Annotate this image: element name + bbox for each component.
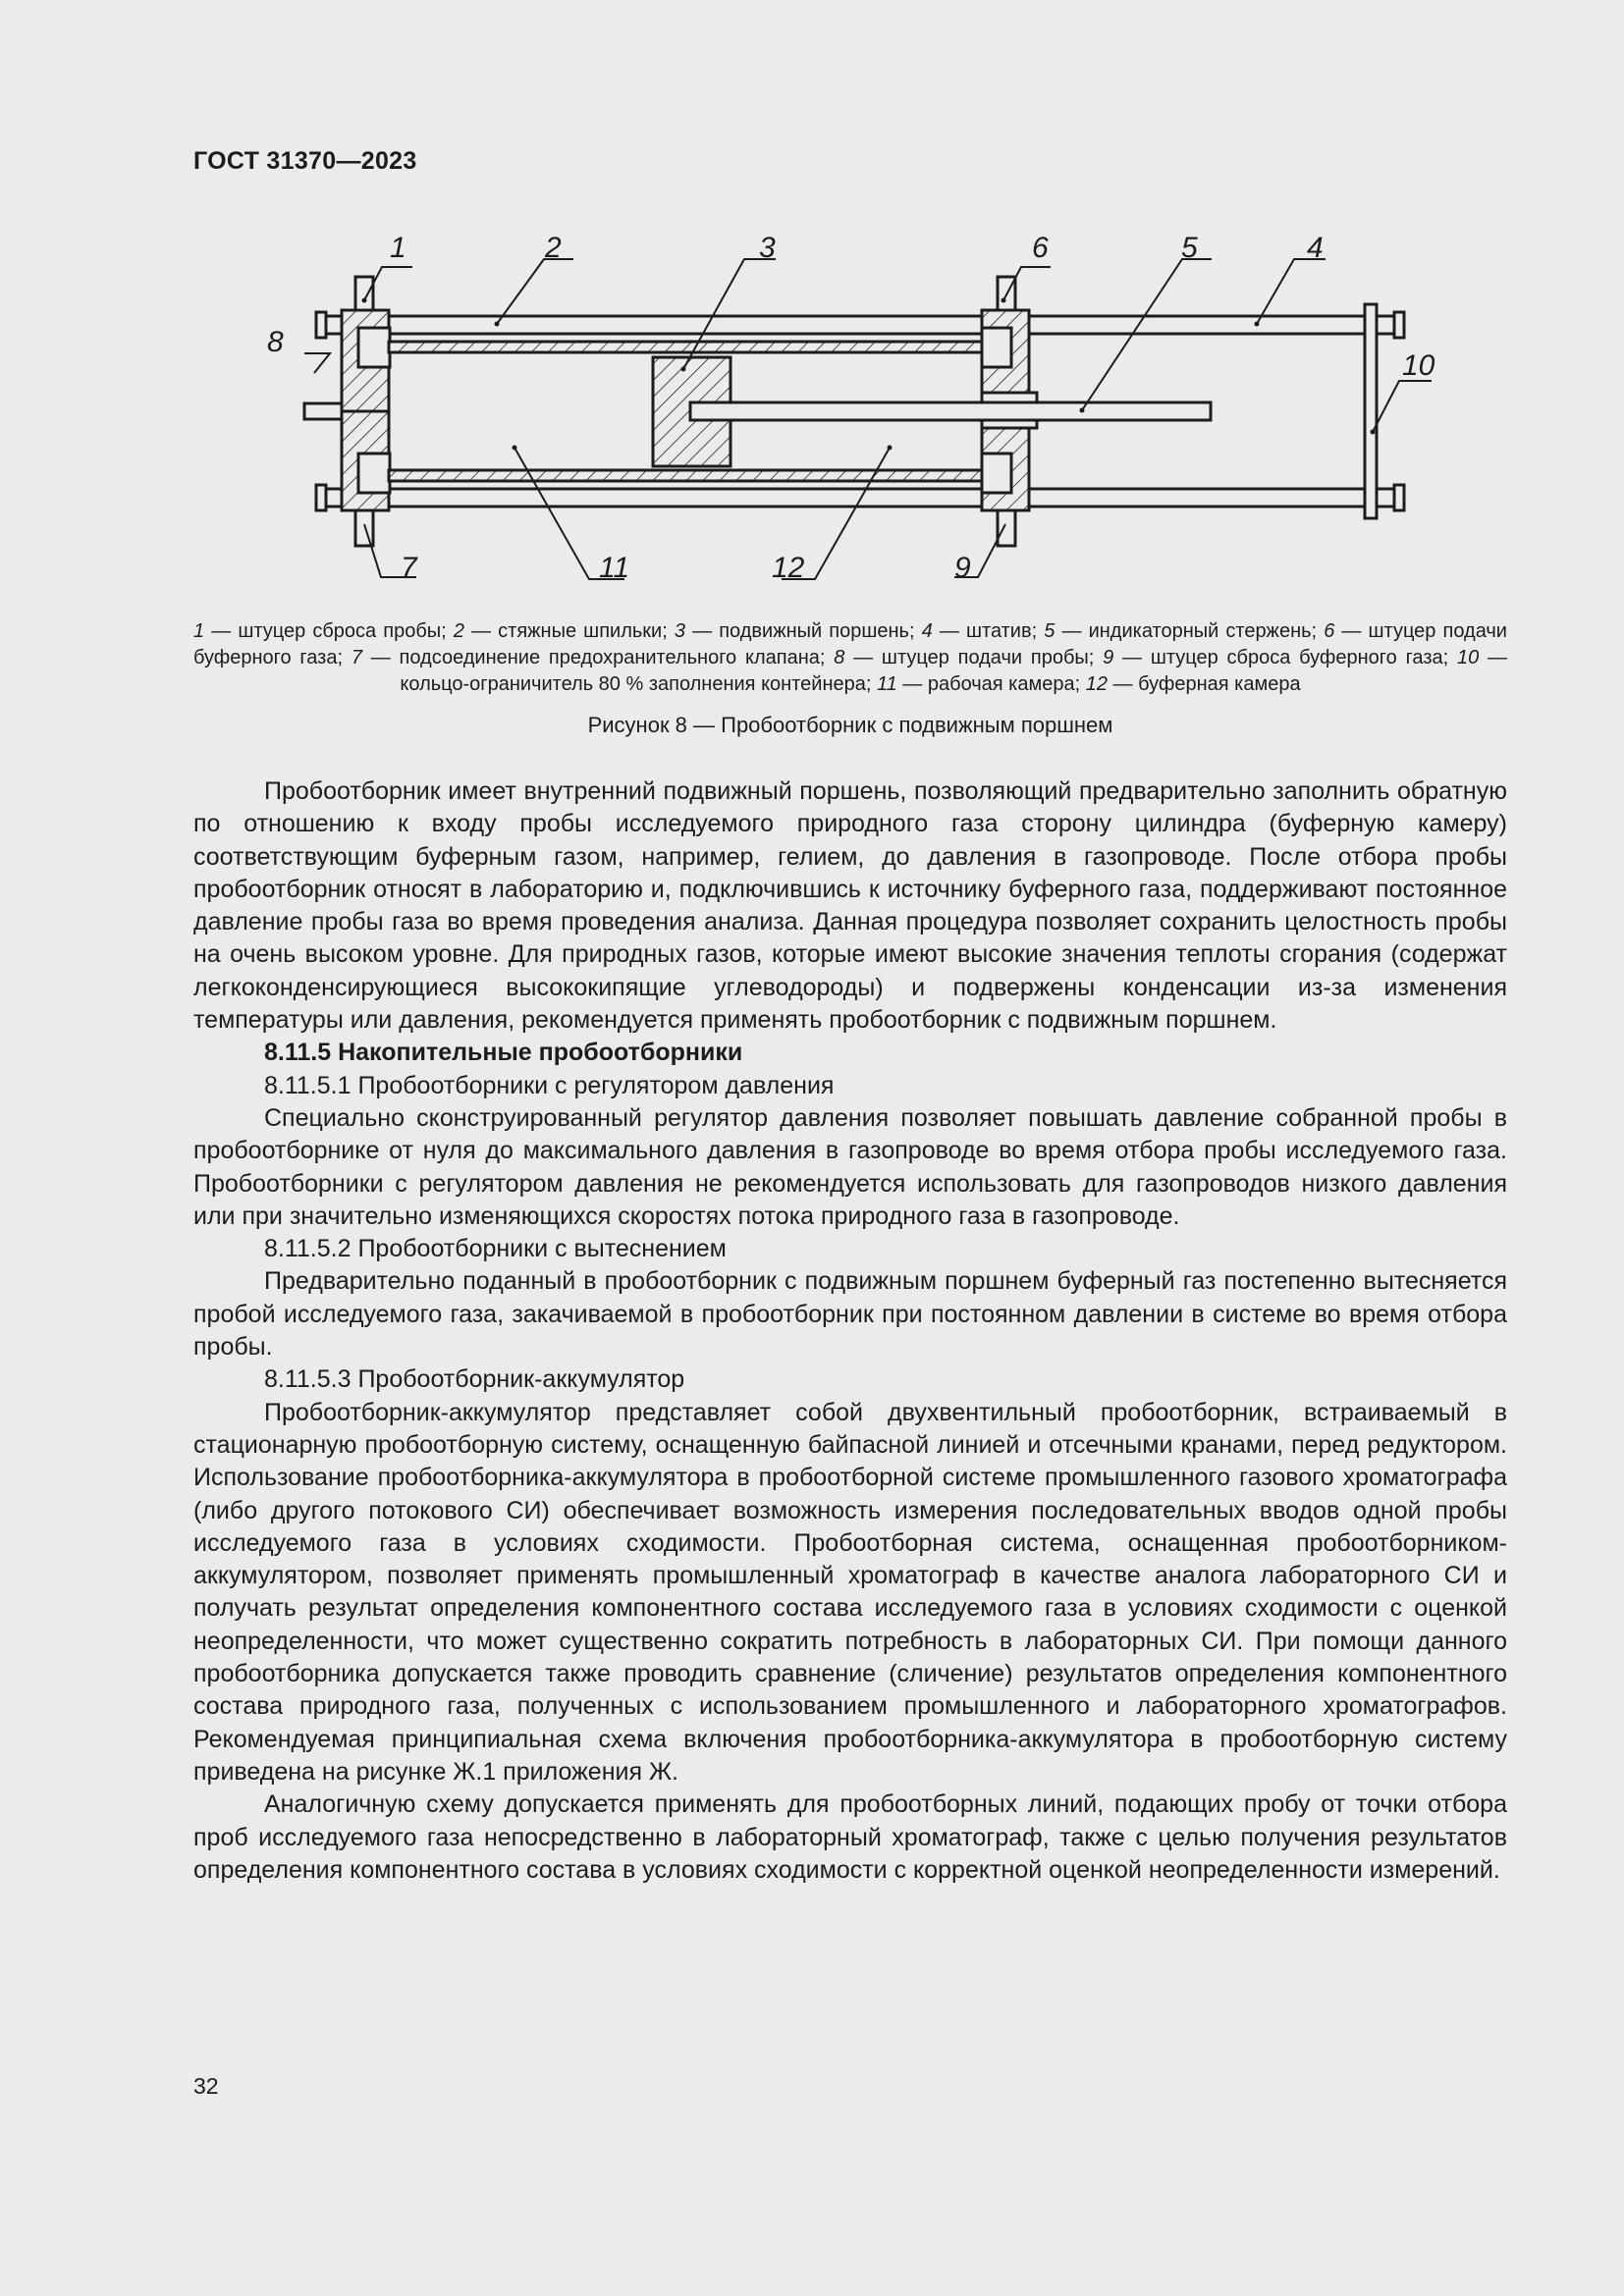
- legend-item-6: 6 — штуцер подачи буферного газа;: [193, 620, 1507, 668]
- callout-1: 1: [390, 232, 406, 264]
- indicator-rod-5: [690, 402, 1211, 420]
- legend-item-4: 4 — штатив;: [921, 620, 1045, 642]
- callout-10: 10: [1402, 349, 1435, 382]
- piston-sampler-drawing: [267, 216, 1463, 599]
- section-heading-8-11-5: 8.11.5 Накопительные пробоотборники: [264, 1039, 743, 1067]
- tie-rod-top: [322, 316, 1400, 334]
- callout-6: 6: [1032, 232, 1049, 264]
- paragraph: Пробоотборник-аккумулятор представляет собой двухвентильный пробоотборник, встраиваемый в стационарную пробоотборную систему, оснащенную байпасной линией и отсечными кранами, перед редуктором. Использование пробоотборника-аккумулятора в пробоотборной системе промышленного газового хроматографа (либо другого потокового СИ) обеспечивает возможность измерения последовательных вводов одной пробы исследуемого газа в условиях сходимости. Пробоотборная система, оснащенная пробоотборником-аккумулятором, позволяет применять промышленный хроматограф в качестве аналога лабораторного СИ и получать результат определения компонентного состава исследуемого газа в условиях сходимости с оценкой неопределенности, что может существенно сократить потребность в лабораторных СИ. При помощи данного пробоотборника допускается также проводить сравнение (сличение) результатов определения компонентного состава природного газа, полученных с использованием промышленного и лабораторного хроматографов. Рекомендуемая принципиальная схема включения пробоотборника-аккумулятора в пробоотборную систему приведена на рисунке Ж.1 приложения Ж.: [193, 1398, 1507, 1786]
- callout-9: 9: [954, 552, 971, 584]
- subsection-heading-8-11-5-3: 8.11.5.3 Пробоотборник-аккумулятор: [264, 1365, 685, 1394]
- callout-4: 4: [1307, 232, 1324, 264]
- legend-item-2: 2 — стяжные шпильки;: [453, 620, 675, 642]
- callout-11: 11: [599, 552, 630, 584]
- paragraph: Пробоотборник имеет внутренний подвижный поршень, позволяющий предварительно заполнить обратную по отношению к входу пробы исследуемого природного газа сторону цилиндра (буферную камеру) соответствующим буферным газом, например, гелием, до давления в газопроводе. После отбора пробы пробоотборник относят в лабораторию и, подключившись к источнику буферного газа, поддерживают постоянное давление пробы газа во время проведения анализа. Данная процедура позволяет сохранить целостность пробы на очень высоком уровне. Для природных газов, которые имеют высокие значения теплоты сгорания (содержат легкоконденсирующиеся высококипящие углеводороды) и подвержены конденсации из-за изменения температуры или давления, рекомендуется применять пробоотборник с подвижным поршнем.: [193, 777, 1507, 1035]
- figure-legend: [193, 618, 1507, 698]
- legend-item-11: 11 — рабочая камера;: [876, 673, 1086, 695]
- fitting-9: [998, 510, 1015, 546]
- subsection-heading-8-11-5-2: 8.11.5.2 Пробоотборники с вытеснением: [264, 1235, 727, 1263]
- legend-item-3: 3 — подвижный поршень;: [674, 620, 922, 642]
- callout-12: 12: [772, 552, 805, 584]
- legend-item-12: 12 — буферная камера: [1085, 673, 1301, 695]
- legend-item-10: 10 — кольцо-ограничитель 80 % заполнения контейнера;: [400, 647, 1508, 695]
- legend-item-8: 8 — штуцер подачи пробы;: [834, 647, 1104, 668]
- legend-item-9: 9 — штуцер сброса буферного газа;: [1103, 647, 1457, 668]
- callout-8: 8: [267, 326, 284, 358]
- document-header: ГОСТ 31370—2023: [193, 147, 417, 175]
- figure-8-diagram: [267, 216, 1463, 599]
- paragraph: Аналогичную схему допускается применять для пробоотборных линий, подающих пробу от точки отбора проб исследуемого газа непосредственно в лабораторный хроматограф, также с целью получения результатов определения компонентного состава в условиях сходимости с корректной оценкой неопределенности измерений.: [193, 1790, 1507, 1884]
- cylinder-wall-top: [389, 342, 982, 352]
- subsection-heading-8-11-5-1: 8.11.5.1 Пробоотборники с регулятором давления: [264, 1071, 835, 1099]
- callout-5: 5: [1181, 232, 1198, 264]
- fitting-1: [355, 277, 373, 312]
- sample-inlet-8: [304, 403, 342, 419]
- paragraph: Специально сконструированный регулятор давления позволяет повышать давление собранной пробы в пробоотборнике от нуля до максимального давления в газопроводе во время отбора пробы исследуемого газа. Пробоотборники с регулятором давления не рекомендуется использовать для газопроводов низкого давления или при значительно изменяющихся скоростях потока природного газа в газопроводе.: [193, 1103, 1507, 1230]
- callout-3: 3: [759, 232, 776, 264]
- body-text: [193, 775, 1507, 1887]
- legend-item-1: 1 — штуцер сброса пробы;: [193, 620, 454, 642]
- fitting-7: [355, 510, 373, 546]
- page-number: 32: [193, 2073, 219, 2099]
- cylinder-wall-bottom: [389, 470, 982, 481]
- figure-caption: Рисунок 8 — Пробоотборник с подвижным поршнем: [587, 713, 1113, 737]
- legend-item-5: 5 — индикаторный стержень;: [1044, 620, 1325, 642]
- legend-item-7: 7 — подсоединение предохранительного клапана;: [351, 647, 835, 668]
- paragraph: Предварительно поданный в пробоотборник с подвижным поршнем буферный газ постепенно вытесняется пробой исследуемого газа, закачиваемой в пробоотборник при постоянном давлении в системе во время отбора пробы.: [193, 1267, 1507, 1362]
- callout-2: 2: [545, 232, 562, 264]
- callout-7: 7: [401, 552, 417, 584]
- limiter-ring-10: [1365, 304, 1377, 518]
